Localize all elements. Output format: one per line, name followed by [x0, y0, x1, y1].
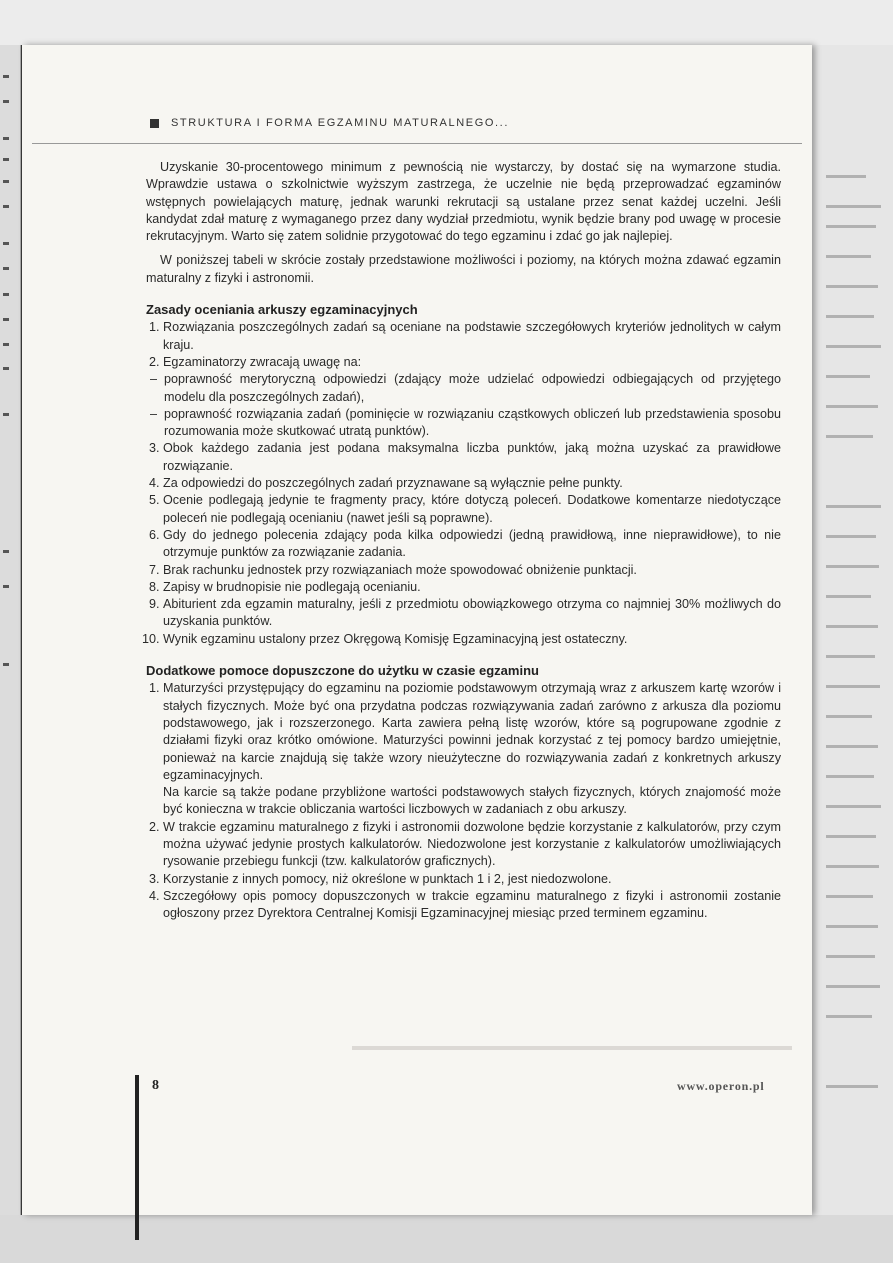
- page-content: [146, 159, 781, 922]
- previous-page-edge: [0, 45, 21, 1215]
- grading-rules-list: [146, 319, 781, 371]
- intro-paragraph: Uzyskanie 30-procentowego minimum z pewnością nie wystarczy, by dostać się na wymarzone studia. Wprawdzie ustawa o szkolnictwie wyższym zastrzega, że uczelnie nie będą przeprowadzać egzaminów wstępnych powielających maturę, jednak warunki rekrutacji są ustalane przez senat każdej uczelni. Jeśli kandydat zdał maturę z wymaganego przez dany wydział przedmiotu, wynik będzie brany pod uwagę w procesie rekrutacyjnym. Warto się zatem solidnie przygotować do tego egzaminu i zdać go jak najlepiej.: [146, 160, 781, 244]
- examiner-criteria-list: [146, 371, 781, 440]
- list-item: 3. Obok każdego zadania jest podana maksymalna liczba punktów, jaką można uzyskać za prawidłowe rozwiązanie.: [163, 440, 781, 475]
- list-item-text: 1. Maturzyści przystępujący do egzaminu na poziomie podstawowym otrzymają wraz z arkuszem kartę wzorów i stałych fizycznych. Może być ona przydatna podczas rozwiązywania zadań zarówno z arkusza dla poziomu podstawowego, jak i rozszerzonego. Karta zawiera pełną listę wzorów, które są pogrupowane zgodnie z działami fizyki oraz krótko omówione. Maturzyści powinni jednak korzystać z tej pomocy bardzo umiejętnie, ponieważ na karcie znajdują się także wzory nieużyteczne do rozwiązywania zadań z konkretnych arkuszy egzaminacyjnych.: [163, 681, 781, 782]
- dash-item: – poprawność merytoryczną odpowiedzi (zdający może udzielać odpowiedzi odbiegających od przyjętego modelu dla poszczególnych zadań),: [146, 371, 781, 406]
- header-rule: [32, 143, 802, 144]
- header-square-icon: [150, 119, 159, 128]
- list-item: 10. Wynik egzaminu ustalony przez Okręgową Komisję Egzaminacyjną jest ostateczny.: [163, 631, 781, 648]
- list-item: 6. Gdy do jednego polecenia zdający poda kilka odpowiedzi (jedną prawidłową, inne nieprawidłowe), to nie otrzymuje punktów za rozwiązanie zadania.: [163, 527, 781, 562]
- running-header: [150, 117, 509, 129]
- bleed-through-footnote: [352, 1046, 792, 1050]
- scan-background-top: [0, 0, 893, 45]
- intro-paragraph: W poniższej tabeli w skrócie zostały przedstawione możliwości i poziomy, na których można zdawać egzamin maturalny z fizyki i astronomii.: [146, 253, 781, 285]
- allowed-aids-list: [146, 680, 781, 922]
- running-title: STRUKTURA I FORMA EGZAMINU MATURALNEGO...: [171, 117, 509, 129]
- book-page: [22, 45, 812, 1215]
- publisher-website: www.operon.pl: [677, 1079, 765, 1093]
- list-item: 7. Brak rachunku jednostek przy rozwiązaniach może spowodować obniżenie punktacji.: [163, 562, 781, 579]
- list-item: 3. Korzystanie z innych pomocy, niż określone w punktach 1 i 2, jest niedozwolone.: [163, 871, 781, 888]
- list-item: 5. Ocenie podlegają jedynie te fragmenty pracy, które dotyczą poleceń. Dodatkowe komentarze niedotyczące poleceń nie podlegają ocenianiu (nawet jeśli są poprawne).: [163, 492, 781, 527]
- list-item: 2. W trakcie egzaminu maturalnego z fizyki i astronomii dozwolone będzie korzystanie z kalkulatorów, przy czym można używać jedynie prostych kalkulatorów. Niedozwolone jest korzystanie z kalkulatorów umożliwiających rysowanie przebiegu funkcji (tzw. kalkulatorów graficznych).: [163, 819, 781, 871]
- page-number: 8: [152, 1078, 159, 1093]
- dash-item: – poprawność rozwiązania zadań (pominięcie w rozwiązaniu cząstkowych obliczeń lub przedstawienia sposobu rozumowania może skutkować utratą punktów).: [146, 406, 781, 441]
- list-item: 4. Szczegółowy opis pomocy dopuszczonych w trakcie egzaminu maturalnego z fizyki i astronomii zostanie ogłoszony przez Dyrektora Centralnej Komisji Egzaminacyjnej miesiąc przed terminem egzaminu.: [163, 888, 781, 923]
- list-item: 9. Abiturient zda egzamin maturalny, jeśli z przedmiotu obowiązkowego otrzyma co najmniej 30% możliwych do uzyskania punktów.: [163, 596, 781, 631]
- grading-rules-list-continued: [146, 440, 781, 648]
- list-item: [163, 354, 781, 371]
- footer-rule: [135, 1075, 139, 1240]
- section-heading-grading: Zasady oceniania arkuszy egzaminacyjnych: [146, 302, 418, 318]
- list-item: 1. Rozwiązania poszczególnych zadań są oceniane na podstawie szczegółowych kryteriów jednolitych w całym kraju.: [163, 319, 781, 354]
- list-item-text: Egzaminatorzy zwracają uwagę na:: [163, 354, 362, 369]
- list-item: 4. Za odpowiedzi do poszczególnych zadań przyznawane są wyłącznie pełne punkty.: [163, 475, 781, 492]
- section-heading-aids: Dodatkowe pomoce dopuszczone do użytku w czasie egzaminu: [146, 663, 539, 679]
- scan-background-bottom: [0, 1215, 893, 1263]
- list-item: [163, 680, 781, 818]
- next-page-edge: [812, 45, 893, 1215]
- list-item-continuation: Na karcie są także podane przybliżone wartości podstawowych stałych fizycznych, których znajomość może być konieczna w trakcie obliczania wartości liczbowych w zadaniach z obu arkuszy.: [163, 785, 781, 817]
- list-item: 8. Zapisy w brudnopisie nie podlegają ocenianiu.: [163, 579, 781, 596]
